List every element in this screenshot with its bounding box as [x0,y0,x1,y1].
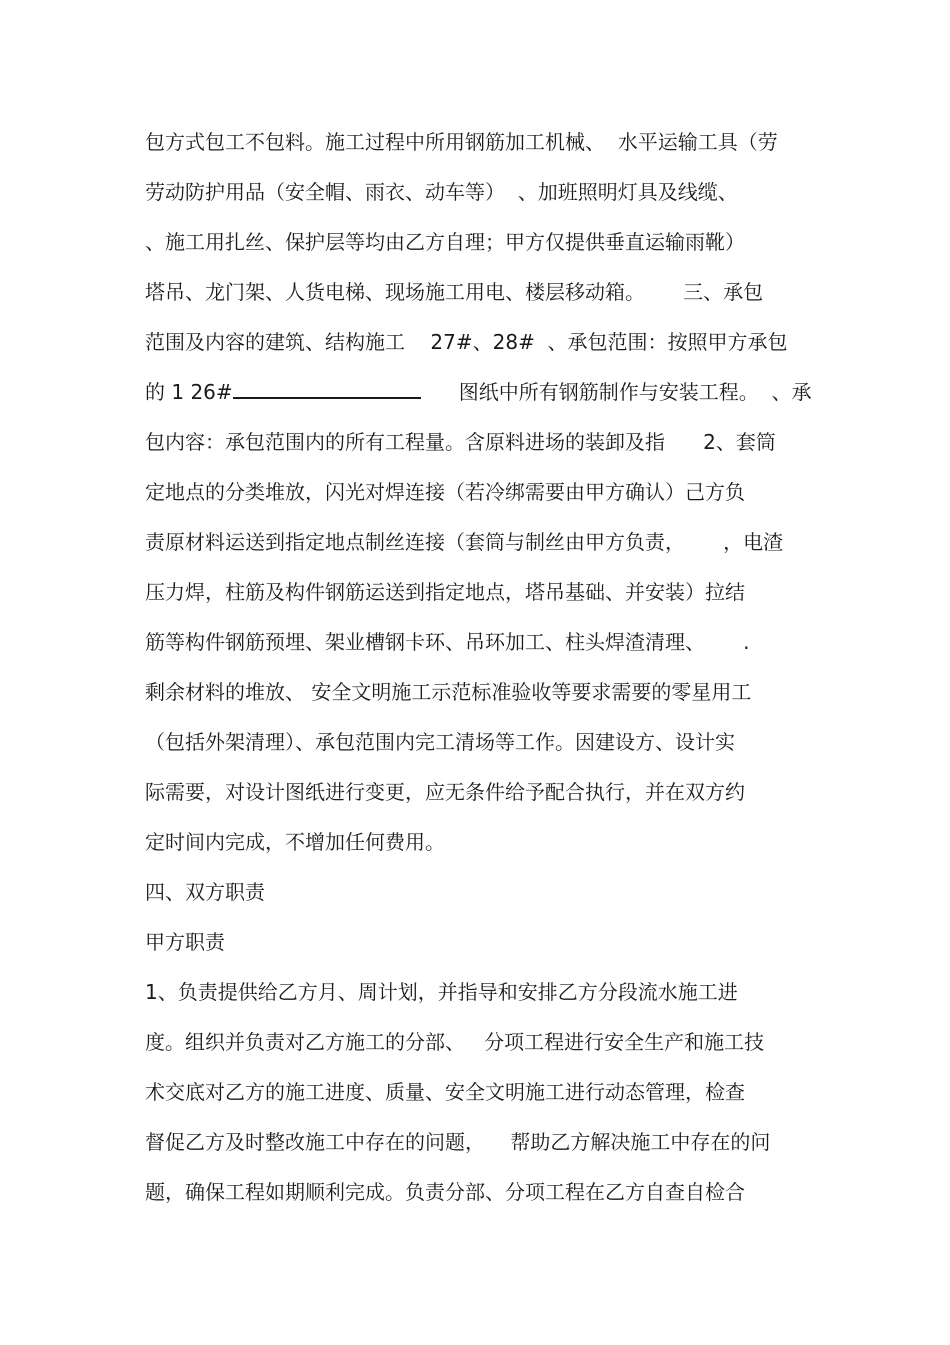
section-heading: 四、双方职责 [145,880,265,904]
text-line: 筋等构件钢筋预埋、架业槽钢卡环、吊环加工、柱头焊渣清理、 . [145,630,750,654]
text-line: 术交底对乙方的施工进度、质量、安全文明施工进行动态管理，检查 [145,1080,745,1104]
text-segment: 图纸中所有钢筋制作与安装工程。 、承 [420,380,812,404]
text-line: 、施工用扎丝、保护层等均由乙方自理；甲方仅提供垂直运输雨靴） [145,230,745,254]
text-line: 包方式包工不包料。施工过程中所用钢筋加工机械、 水平运输工具（劳 [145,130,778,154]
text-line: 定地点的分类堆放，闪光对焊连接（若冷绑需要由甲方确认）己方负 [145,480,745,504]
subsection-heading: 甲方职责 [145,930,225,954]
text-line: 责原材料运送到指定地点制丝连接（套筒与制丝由甲方负责， ，电渣 [145,530,784,554]
text-line: 范围及内容的建筑、结构施工 27#、28# 、承包范围：按照甲方承包 [145,330,788,354]
text-line: 1、负责提供给乙方月、周计划，并指导和安排乙方分段流水施工进 [145,980,738,1004]
fill-in-blank [233,379,421,399]
text-line: 定时间内完成，不增加任何费用。 [145,830,445,854]
text-line: 际需要，对设计图纸进行变更，应无条件给予配合执行，并在双方约 [145,780,745,804]
text-segment: 的 1 26# [145,380,233,404]
text-line: 劳动防护用品（安全帽、雨衣、动车等） 、加班照明灯具及线缆、 [145,180,738,204]
text-line: 度。组织并负责对乙方施工的分部、 分项工程进行安全生产和施工技 [145,1030,765,1054]
text-line: 题，确保工程如期顺利完成。负责分部、分项工程在乙方自查自检合 [145,1180,745,1204]
text-line: 压力焊，柱筋及构件钢筋运送到指定地点，塔吊基础、并安装）拉结 [145,580,745,604]
text-line: 剩余材料的堆放、 安全文明施工示范标准验收等要求需要的零星用工 [145,680,752,704]
text-line-with-blank [145,377,812,407]
text-line: （包括外架清理）、承包范围内完工清场等工作。因建设方、设计实 [145,730,735,754]
text-line: 督促乙方及时整改施工中存在的问题， 帮助乙方解决施工中存在的问 [145,1130,771,1154]
text-line: 塔吊、龙门架、人货电梯、现场施工用电、楼层移动箱。 三、承包 [145,280,764,304]
text-line: 包内容：承包范围内的所有工程量。含原料进场的装卸及指 2、套筒 [145,430,776,454]
